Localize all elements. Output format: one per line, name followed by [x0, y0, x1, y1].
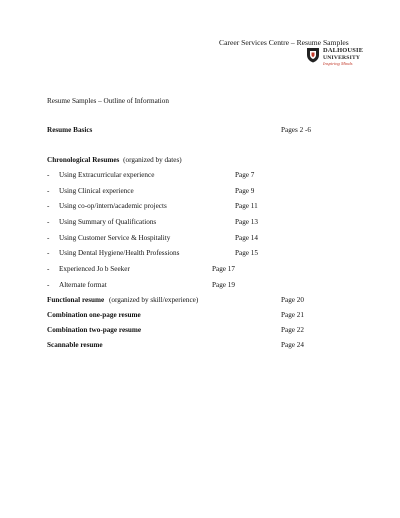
list-item-bullet: -: [47, 265, 50, 273]
logo-line2: UNIVERSITY: [323, 54, 361, 61]
page-ref-scannable: Page 24: [281, 341, 304, 349]
section-functional-label: Functional resume: [47, 296, 105, 304]
university-logo: [306, 47, 370, 77]
logo-tagline: Inspiring Minds: [323, 61, 353, 66]
list-item-page: Page 15: [235, 249, 258, 257]
list-item-bullet: -: [47, 187, 50, 195]
list-item-bullet: -: [47, 171, 50, 179]
list-item-page: Page 14: [235, 234, 258, 242]
section-combination-one-page: Combination one-page resume: [47, 311, 141, 319]
header-title: Career Services Centre – Resume Samples: [219, 38, 349, 47]
page-ref-combination-two-page: Page 22: [281, 326, 304, 334]
list-item-bullet: -: [47, 202, 50, 210]
page-ref-combination-one-page: Page 21: [281, 311, 304, 319]
outline-title: Resume Samples – Outline of Information: [47, 97, 169, 105]
list-item-page: Page 17: [212, 265, 235, 273]
section-resume-basics: Resume Basics: [47, 126, 93, 134]
list-item-bullet: -: [47, 249, 50, 257]
section-functional: [47, 296, 198, 304]
list-item-page: Page 7: [235, 171, 255, 179]
list-item-bullet: -: [47, 281, 50, 289]
shield-crest-icon: [306, 47, 320, 63]
list-item-label: Using Summary of Qualifications: [59, 218, 157, 226]
section-functional-note: (organized by skill/experience): [108, 296, 199, 304]
list-item-label: Using Clinical experience: [59, 187, 134, 195]
section-chronological-note: (organized by dates): [123, 156, 182, 164]
list-item-bullet: -: [47, 234, 50, 242]
section-chronological-label: Chronological Resumes: [47, 156, 120, 164]
list-item-page: Page 9: [235, 187, 255, 195]
list-item-bullet: -: [47, 218, 50, 226]
section-combination-two-page: Combination two-page resume: [47, 326, 142, 334]
page-ref-functional: Page 20: [281, 296, 304, 304]
page-ref-basics: Pages 2 -6: [281, 126, 311, 134]
section-chronological: [47, 156, 182, 164]
list-item-label: Using Customer Service & Hospitality: [59, 234, 171, 242]
list-item-label: Alternate format: [59, 281, 107, 289]
list-item-label: Using co-op/intern/academic projects: [59, 202, 167, 210]
list-item-page: Page 13: [235, 218, 258, 226]
list-item-page: Page 19: [212, 281, 235, 289]
list-item-page: Page 11: [235, 202, 258, 210]
list-item-label: Experienced Jo b Seeker: [59, 265, 130, 273]
list-item-label: Using Dental Hygiene/Health Professions: [59, 249, 180, 257]
list-item-label: Using Extracurricular experience: [59, 171, 155, 179]
logo-line1: DALHOUSIE: [323, 47, 364, 54]
section-scannable: Scannable resume: [47, 341, 103, 349]
